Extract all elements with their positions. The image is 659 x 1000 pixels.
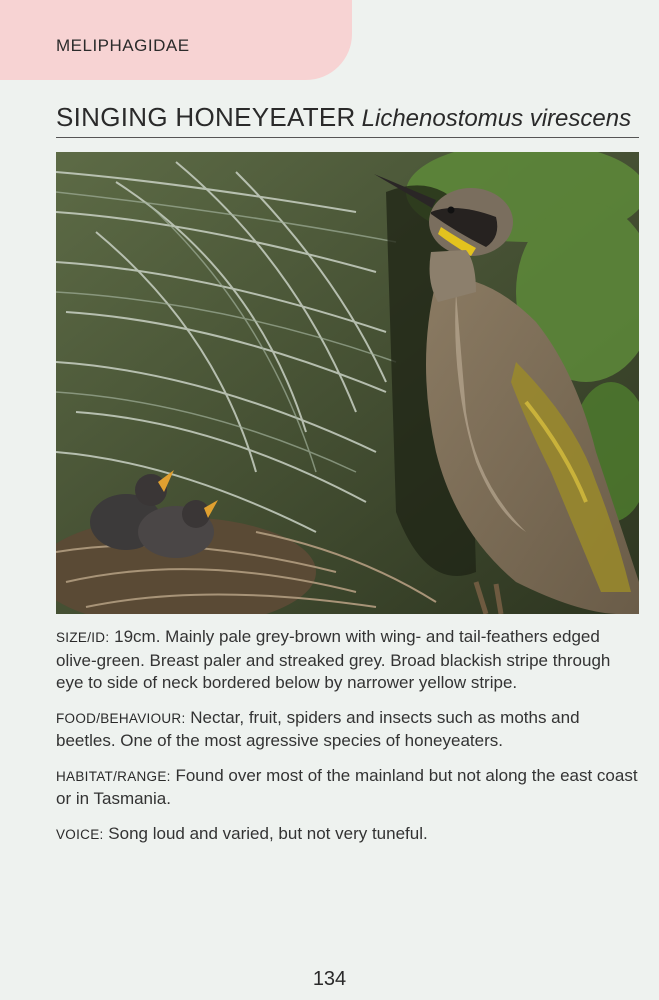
entry-voice [56, 823, 639, 847]
entry-text: 19cm. Mainly pale grey-brown with wing- and tail-feathers edged olive-green. Breast paler and streaked grey. Broad blackish stripe through eye to side of neck bordered below by narrower yellow stripe. [56, 627, 611, 692]
section-tab [0, 0, 352, 80]
entry-text: Nectar, fruit, spiders and insects such as moths and beetles. One of the most agressive species of honeyeaters. [56, 707, 580, 750]
entry-text: Found over most of the mainland but not along the east coast or in Tasmania. [56, 765, 638, 808]
species-title [56, 102, 639, 134]
entry-food [56, 707, 639, 753]
entry-label: VOICE: [56, 826, 104, 842]
entry-label: SIZE/ID: [56, 630, 110, 645]
bird-photo [56, 152, 639, 614]
family-name: MELIPHAGIDAE [56, 36, 190, 55]
entry-text: Song loud and varied, but not very tuneful. [103, 823, 428, 843]
species-description [56, 626, 639, 858]
entry-habitat [56, 765, 639, 811]
common-name: SINGING HONEYEATER [56, 102, 356, 132]
entry-size [56, 626, 639, 695]
entry-label: FOOD/BEHAVIOUR: [56, 710, 186, 726]
title-rule [56, 137, 639, 138]
page-number: 134 [312, 968, 347, 990]
latin-name: Lichenostomus virescens [361, 105, 632, 132]
entry-label: HABITAT/RANGE: [56, 768, 171, 784]
bird-photo-illustration [56, 152, 639, 614]
